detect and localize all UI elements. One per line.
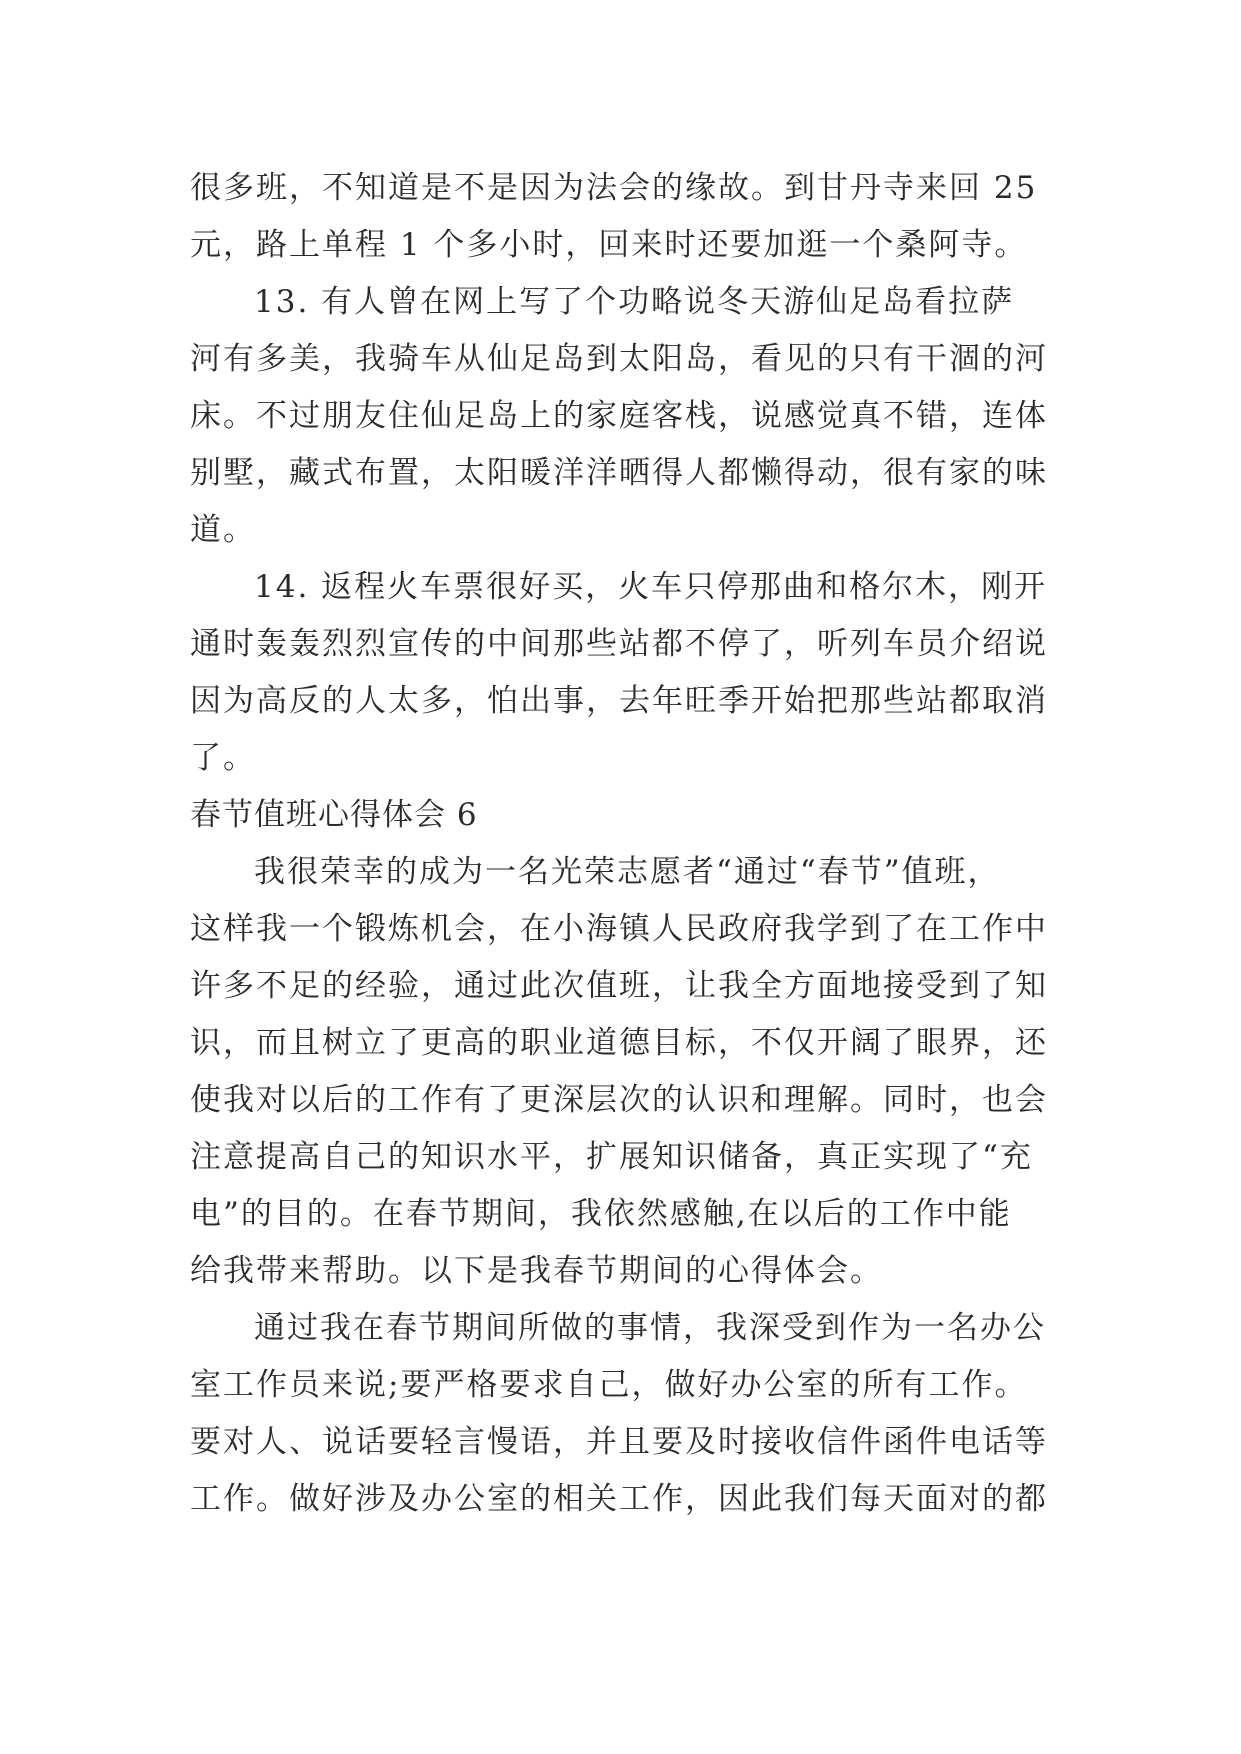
paragraph-line: 给我带来帮助。以下是我春节期间的心得体会。 [190, 1253, 883, 1289]
paragraph-line: 别墅，藏式布置，太阳暖洋洋晒得人都懒得动，很有家的味 [190, 455, 1048, 491]
paragraph-line: 使我对以后的工作有了更深层次的认识和理解。同时，也会 [190, 1082, 1048, 1118]
paragraph-line: 许多不足的经验，通过此次值班，让我全方面地接受到了知 [190, 968, 1048, 1004]
paragraph-line: 要对人、说话要轻言慢语，并且要及时接收信件函件电话等 [190, 1424, 1048, 1460]
paragraph-line: 很多班，不知道是不是因为法会的缘故。到甘丹寺来回 25 [190, 170, 1038, 206]
paragraph-line: 元，路上单程 1 个多小时，回来时还要加逛一个桑阿寺。 [190, 227, 1028, 263]
paragraph-line: 因为高反的人太多，怕出事，去年旺季开始把那些站都取消 [190, 683, 1048, 719]
paragraph-line: 河有多美，我骑车从仙足岛到太阳岛，看见的只有干涸的河 [190, 341, 1048, 377]
document-body [190, 160, 1050, 1528]
paragraph-line: 工作。做好涉及办公室的相关工作，因此我们每天面对的都 [190, 1481, 1048, 1517]
section-heading: 春节值班心得体会 6 [190, 797, 478, 833]
paragraph-line: 电”的目的。在春节期间，我依然感触,在以后的工作中能 [190, 1196, 1012, 1232]
paragraph-line: 室工作员来说;要严格要求自己，做好办公室的所有工作。 [190, 1367, 1028, 1403]
paragraph-line: 注意提高自己的知识水平，扩展知识储备，真正实现了“充 [190, 1139, 1033, 1175]
paragraph-line: 这样我一个锻炼机会，在小海镇人民政府我学到了在工作中 [190, 911, 1048, 947]
paragraph-line: 13. 有人曾在网上写了个功略说冬天游仙足岛看拉萨 [254, 284, 1015, 320]
paragraph-line: 道。 [190, 512, 256, 548]
paragraph-line: 通过我在春节期间所做的事情，我深受到作为一名办公 [254, 1310, 1046, 1346]
paragraph-line: 床。不过朋友住仙足岛上的家庭客栈，说感觉真不错，连体 [190, 398, 1048, 434]
paragraph-line: 识，而且树立了更高的职业道德目标，不仅开阔了眼界，还 [190, 1025, 1048, 1061]
paragraph-line: 14. 返程火车票很好买，火车只停那曲和格尔木，刚开 [254, 569, 1048, 605]
paragraph-line: 通时轰轰烈烈宣传的中间那些站都不停了，听列车员介绍说 [190, 626, 1048, 662]
paragraph-line: 了。 [190, 740, 256, 776]
paragraph-line: 我很荣幸的成为一名光荣志愿者“通过“春节”值班， [254, 854, 1001, 890]
